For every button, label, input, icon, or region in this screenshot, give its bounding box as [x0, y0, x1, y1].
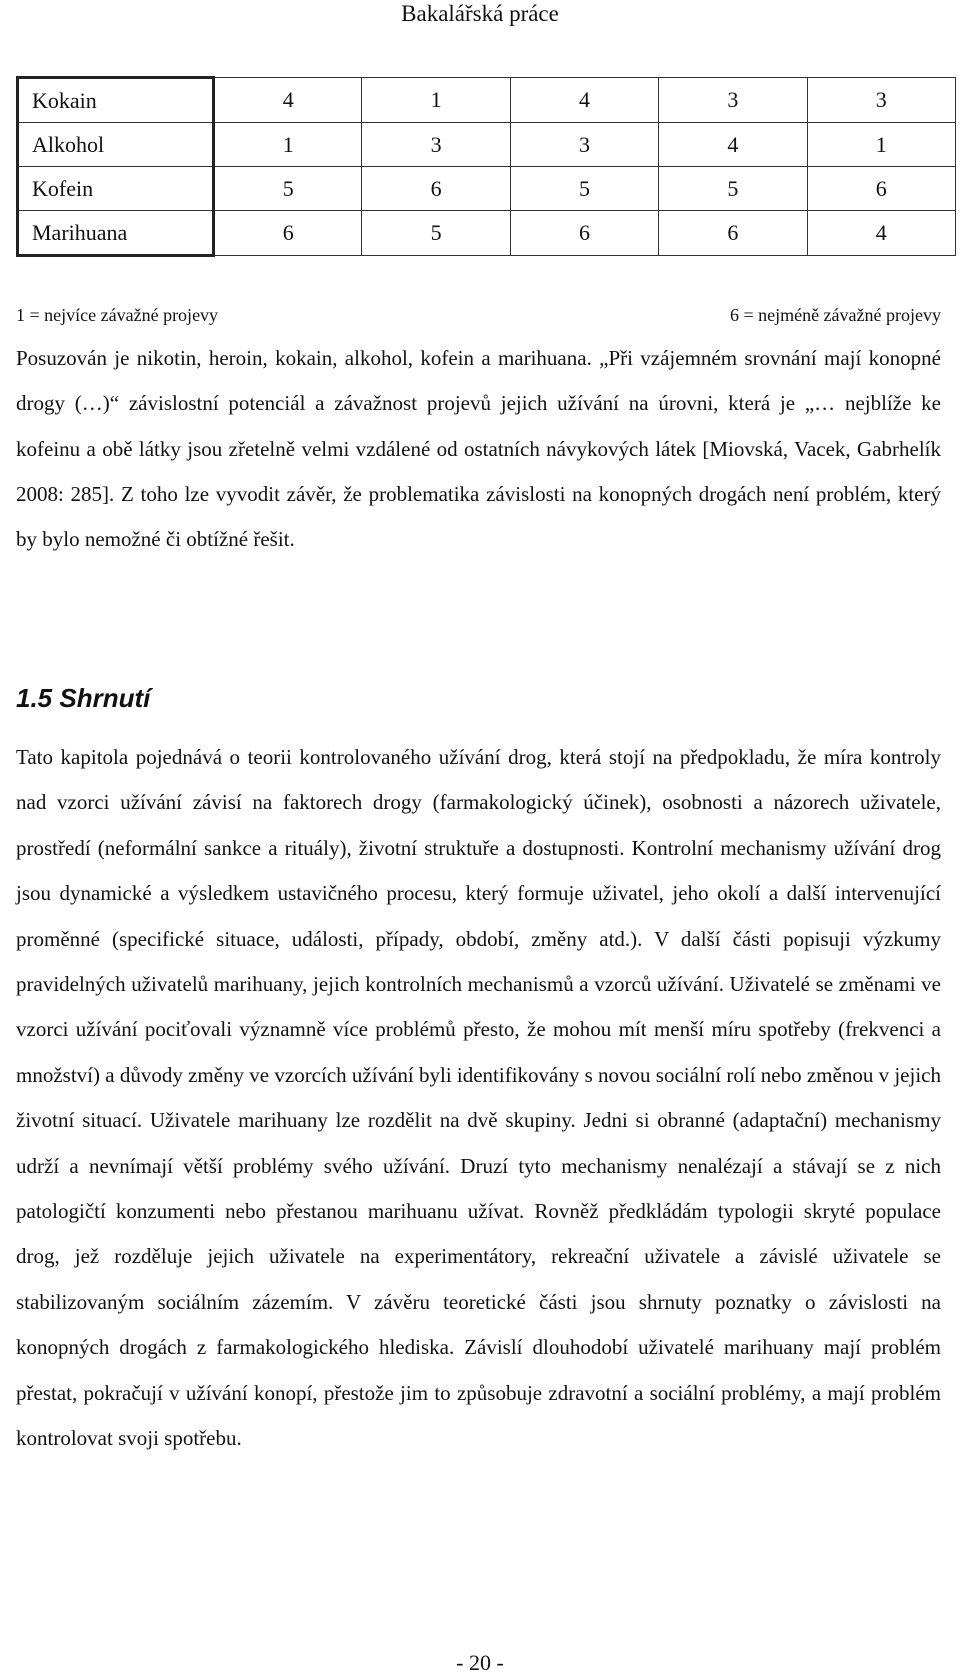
table-cell: 5 [362, 211, 510, 256]
drug-rating-table [16, 76, 956, 257]
table-cell: 1 [807, 123, 955, 167]
table-cell: 4 [214, 78, 362, 123]
row-label: Kokain [18, 78, 214, 123]
table-cell: 6 [214, 211, 362, 256]
table-cell: 4 [510, 78, 658, 123]
table-cell: 3 [362, 123, 510, 167]
table-cell: 4 [659, 123, 807, 167]
table-cell: 6 [362, 167, 510, 211]
section-heading: 1.5 Shrnutí [16, 683, 151, 713]
page-number: - 20 - [456, 1650, 504, 1675]
row-label: Marihuana [18, 211, 214, 256]
table-cell: 5 [659, 167, 807, 211]
table-cell: 5 [214, 167, 362, 211]
table-row [18, 78, 956, 123]
table-cell: 6 [807, 167, 955, 211]
table-row [18, 123, 956, 167]
table-legend [16, 305, 941, 327]
page-header: Bakalářská práce [401, 1, 559, 26]
summary-paragraph: Tato kapitola pojednává o teorii kontrolovaného užívání drog, která stojí na předpokladu, že míra kontroly nad vzorci užívání závisí na faktorech drogy (farmakologický účinek), osobnosti a názorech uživatele, prostředí (neformální sankce a rituály), životní struktuře a dostupnosti. Kontrolní mechanismy užívání drog jsou dynamické a výsledkem ustavičného procesu, který formuje uživatel, jeho okolí a další intervenující proměnné (specifické situace, události, případy, období, změny atd.). V další části popisuji výzkumy pravidelných uživatelů marihuany, jejich kontrolních mechanismů a vzorců užívání. Uživatelé se změnami ve vzorci užívání pociťovali významně více problémů přesto, že mohou mít menší míru spotřeby (frekvenci a množství) a důvody změny ve vzorcích užívání byli identifikovány s novou sociální rolí nebo změnou v jejich životní situací. Uživatele marihuany lze rozdělit na dvě skupiny. Jedni si obranné (adaptační) mechanismy udrží a nevnímají větší problémy svého užívání. Druzí tyto mechanismy nenalézají a stávají se z nich patologičtí konzumenti nebo přestanou marihuanu užívat. Rovněž předkládám typologii skryté populace drog, jež rozděluje jejich uživatele na experimentátory, rekreační uživatele a závislé uživatele se stabilizovaným sociálním zázemím. V závěru teoretické části jsou shrnuty poznatky o závislosti na konopných drogách z farmakologického hlediska. Závislí dlouhodobí uživatelé marihuany mají problém přestat, pokračují v užívání konopí, přestože jim to způsobuje zdravotní a sociální problémy, a mají problém kontrolovat svoji spotřebu. [16, 745, 941, 1451]
table-cell: 1 [362, 78, 510, 123]
body-paragraph: Posuzován je nikotin, heroin, kokain, alkohol, kofein a marihuana. „Při vzájemném srovnání mají konopné drogy (…)“ závislostní potenciál a závažnost projevů jejich užívání na úrovni, která je „… nejblíže ke kofeinu a obě látky jsou zřetelně velmi vzdálené od ostatních návykových látek [Miovská, Vacek, Gabrhelík 2008: 285]. Z toho lze vyvodit závěr, že problematika závislosti na konopných drogách není problém, který by bylo nemožné či obtížné řešit. [16, 346, 941, 552]
row-label: Alkohol [18, 123, 214, 167]
table-cell: 4 [807, 211, 955, 256]
table-row [18, 211, 956, 256]
table-cell: 6 [659, 211, 807, 256]
table-cell: 3 [807, 78, 955, 123]
table-row [18, 167, 956, 211]
table-cell: 5 [510, 167, 658, 211]
drug-rating-table-wrapper [16, 76, 956, 257]
table-cell: 6 [510, 211, 658, 256]
table-cell: 3 [659, 78, 807, 123]
legend-most-severe: 1 = nejvíce závažné projevy [16, 305, 219, 325]
table-cell: 3 [510, 123, 658, 167]
row-label: Kofein [18, 167, 214, 211]
legend-least-severe: 6 = nejméně závažné projevy [729, 305, 941, 325]
table-cell: 1 [214, 123, 362, 167]
